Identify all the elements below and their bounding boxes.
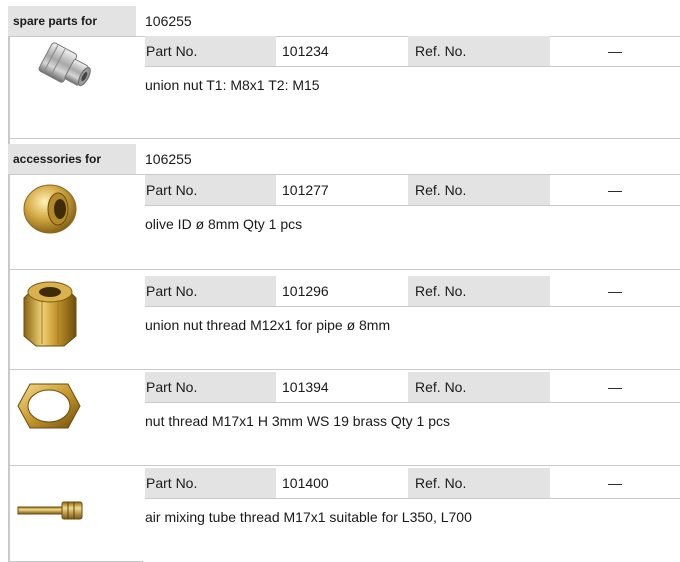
chrome-union-nut-icon	[12, 42, 136, 98]
part-no-label: Part No.	[145, 372, 276, 402]
ref-no-value: —	[608, 182, 622, 198]
ref-no-label: Ref. No.	[408, 276, 550, 306]
part-no-label: Part No.	[145, 468, 276, 498]
air-mixing-tube-icon	[12, 474, 136, 530]
ref-no-label: Ref. No.	[408, 36, 550, 66]
part-row	[8, 36, 680, 102]
part-no-value: 101277	[282, 182, 329, 198]
part-no-value: 101394	[282, 379, 329, 395]
section-header-accessories	[8, 144, 680, 174]
ref-no-label: Ref. No.	[408, 468, 550, 498]
part-no-label: Part No.	[145, 36, 276, 66]
part-no-value: 101400	[282, 475, 329, 491]
part-no-value: 101296	[282, 283, 329, 299]
section-value: 106255	[145, 13, 192, 29]
section-header-spare-parts	[8, 6, 680, 36]
part-description: union nut thread M12x1 for pipe ø 8mm	[145, 306, 680, 343]
part-no-label: Part No.	[145, 175, 276, 205]
section-value: 106255	[145, 151, 192, 167]
divider	[8, 369, 680, 370]
brass-union-nut-icon	[12, 276, 136, 348]
part-description: nut thread M17x1 H 3mm WS 19 brass Qty 1 pcs	[145, 402, 680, 439]
divider	[8, 138, 680, 139]
section-label: accessories for	[8, 144, 136, 174]
brass-olive-ring-icon	[12, 179, 136, 239]
part-description: union nut T1: M8x1 T2: M15	[145, 66, 680, 103]
part-no-label: Part No.	[145, 276, 276, 306]
part-description: olive ID ø 8mm Qty 1 pcs	[145, 205, 680, 242]
part-no-value: 101234	[282, 43, 329, 59]
part-row	[8, 372, 680, 438]
ref-no-value: —	[608, 379, 622, 395]
ref-no-value: —	[608, 283, 622, 299]
divider	[8, 269, 680, 270]
divider	[8, 465, 680, 466]
ref-no-value: —	[608, 43, 622, 59]
brass-hex-nut-icon	[12, 376, 136, 436]
ref-no-label: Ref. No.	[408, 372, 550, 402]
part-row	[8, 468, 680, 534]
section-label: spare parts for	[8, 6, 136, 36]
part-row	[8, 276, 680, 342]
part-description: air mixing tube thread M17x1 suitable for L350, L700	[145, 498, 680, 535]
ref-no-label: Ref. No.	[408, 175, 550, 205]
part-row	[8, 175, 680, 241]
ref-no-value: —	[608, 475, 622, 491]
